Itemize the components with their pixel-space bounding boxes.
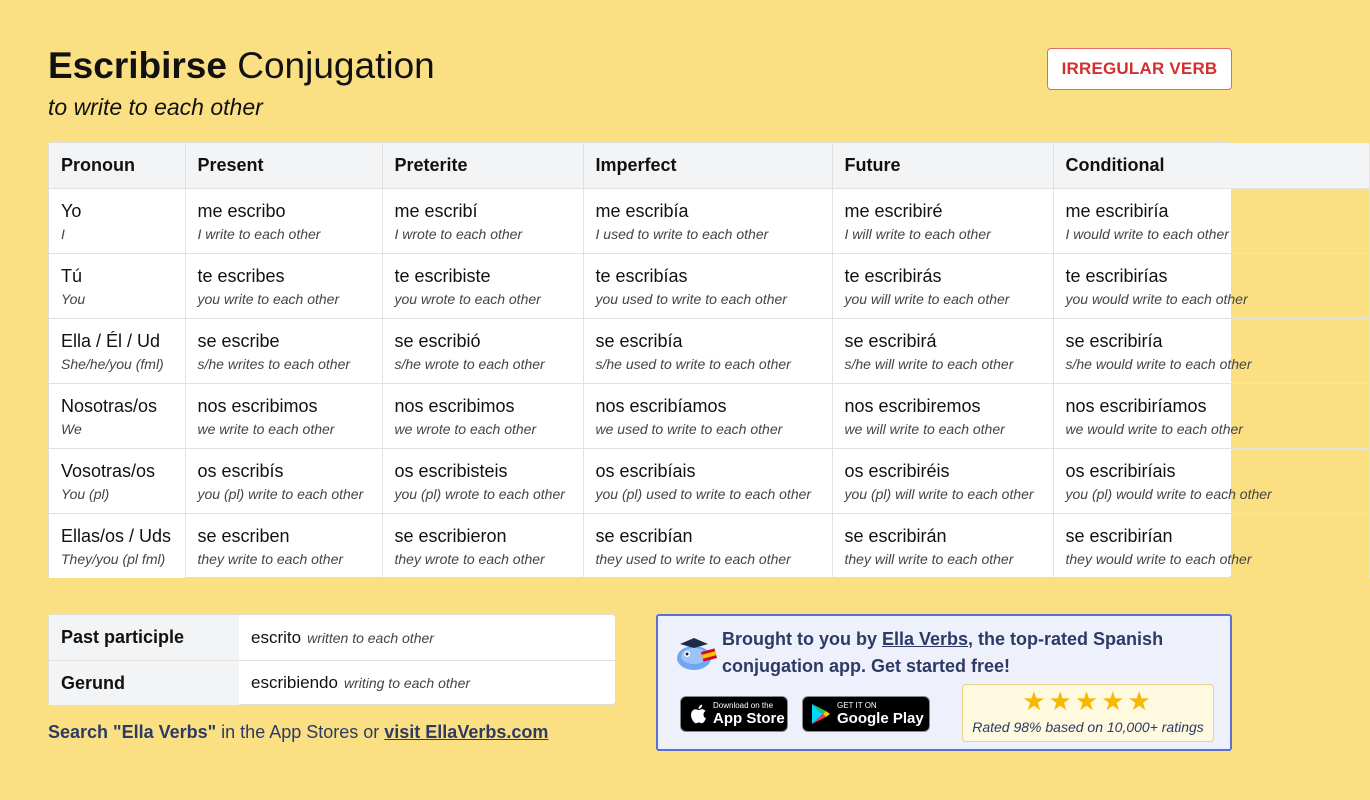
conjugation-cell (382, 513, 583, 578)
form-translation: you write to each other (197, 290, 340, 307)
pronoun-translation: You (61, 290, 86, 307)
google-play-icon (811, 703, 831, 725)
pronoun-translation: You (pl) (61, 485, 110, 502)
conjugated-form: nos escribiremos (844, 395, 981, 416)
google-play-text (837, 701, 924, 727)
past-participle-value: escrito (251, 627, 302, 647)
pronoun: Tú (61, 265, 83, 286)
pronoun: Nosotras/os (61, 395, 158, 416)
form-translation: I would write to each other (1065, 225, 1229, 242)
conjugated-form: os escribiríais (1065, 460, 1176, 481)
table-header-row (49, 143, 1369, 188)
header-preterite: Preterite (382, 143, 583, 188)
table-row (49, 448, 1369, 513)
pronoun-cell (49, 188, 185, 253)
google-play-big-text: Google Play (837, 710, 924, 727)
pronoun-cell (49, 448, 185, 513)
form-translation: you (pl) would write to each other (1065, 485, 1272, 502)
conjugation-cell (1053, 448, 1369, 513)
header-future: Future (832, 143, 1053, 188)
pronoun-cell (49, 383, 185, 448)
participles-table (48, 614, 616, 705)
past-participle-row (49, 615, 615, 660)
form-translation: they used to write to each other (595, 550, 791, 567)
form-translation: s/he wrote to each other (394, 355, 545, 372)
gerund-label: Gerund (49, 661, 239, 705)
conjugation-cell (185, 448, 382, 513)
apple-icon (689, 703, 707, 725)
pronoun-translation: They/you (pl fml) (61, 550, 166, 567)
form-translation: you would write to each other (1065, 290, 1248, 307)
conjugation-cell (583, 513, 832, 578)
conjugated-form: se escribieron (394, 525, 507, 546)
conjugated-form: me escribiré (844, 200, 943, 221)
conjugation-cell (583, 318, 832, 383)
search-prefix: Search (48, 722, 114, 742)
form-translation: we will write to each other (844, 420, 1005, 437)
past-participle-label: Past participle (49, 615, 239, 660)
conjugated-form: se escribirán (844, 525, 947, 546)
conjugation-cell (1053, 383, 1369, 448)
form-translation: we would write to each other (1065, 420, 1243, 437)
ella-verbs-promo (656, 614, 1232, 751)
conjugation-cell (832, 318, 1053, 383)
conjugated-form: os escribíais (595, 460, 696, 481)
ella-verbs-app-icon (674, 632, 718, 676)
conjugation-cell (583, 448, 832, 513)
irregular-verb-badge: IRREGULAR VERB (1047, 48, 1232, 90)
conjugation-table (48, 142, 1272, 578)
form-translation: s/he will write to each other (844, 355, 1014, 372)
app-store-button[interactable] (680, 696, 788, 732)
conjugation-cell (832, 513, 1053, 578)
page-title (48, 44, 435, 88)
conjugation-cell (1053, 253, 1369, 318)
table-row (49, 253, 1369, 318)
form-translation: I wrote to each other (394, 225, 523, 242)
table-row (49, 383, 1369, 448)
conjugation-cell (832, 253, 1053, 318)
search-app-name: "Ella Verbs" (113, 722, 217, 742)
conjugated-form: me escribo (197, 200, 286, 221)
conjugated-form: te escribirías (1065, 265, 1168, 286)
form-translation: they write to each other (197, 550, 344, 567)
app-store-search-hint (48, 722, 548, 743)
pronoun: Vosotras/os (61, 460, 156, 481)
conjugated-form: te escribiste (394, 265, 491, 286)
pronoun-translation: She/he/you (fml) (61, 355, 164, 372)
conjugation-cell (185, 318, 382, 383)
conjugated-form: nos escribimos (394, 395, 515, 416)
conjugation-cell (583, 383, 832, 448)
conjugation-cell (185, 188, 382, 253)
conjugated-form: me escribía (595, 200, 689, 221)
conjugated-form: se escriben (197, 525, 290, 546)
google-play-button[interactable] (802, 696, 930, 732)
form-translation: I used to write to each other (595, 225, 769, 242)
conjugated-form: os escribiréis (844, 460, 950, 481)
conjugated-form: os escribisteis (394, 460, 508, 481)
table-row (49, 188, 1369, 253)
form-translation: you wrote to each other (394, 290, 541, 307)
conjugation-cell (382, 383, 583, 448)
conjugation-cell (1053, 188, 1369, 253)
conjugated-form: se escribía (595, 330, 683, 351)
header-present: Present (185, 143, 382, 188)
form-translation: you will write to each other (844, 290, 1010, 307)
title-verb: Escribirse (48, 45, 227, 86)
promo-text (722, 626, 1212, 680)
form-translation: s/he writes to each other (197, 355, 351, 372)
five-star-rating-icon: ★★★★★ (1022, 686, 1154, 716)
title-rest: Conjugation (237, 45, 435, 86)
form-translation: s/he would write to each other (1065, 355, 1252, 372)
conjugation-cell (382, 448, 583, 513)
conjugation-cell (185, 513, 382, 578)
verb-translation: to write to each other (48, 94, 263, 120)
form-translation: we write to each other (197, 420, 335, 437)
conjugation-cell (583, 188, 832, 253)
google-play-small-text: GET IT ON (837, 701, 877, 710)
conjugation-cell (832, 448, 1053, 513)
pronoun: Yo (61, 200, 82, 221)
conjugation-cell (382, 318, 583, 383)
table-row (49, 318, 1369, 383)
conjugated-form: se escribirían (1065, 525, 1173, 546)
gerund-value-cell (239, 661, 615, 705)
pronoun-translation: We (61, 420, 82, 437)
conjugation-cell (382, 253, 583, 318)
conjugated-form: se escribirá (844, 330, 937, 351)
pronoun-cell (49, 318, 185, 383)
search-middle: in the App Stores or (216, 722, 385, 742)
promo-text-after: , the top-rated Spanish conjugation app. Get started free! (722, 629, 1164, 676)
conjugated-form: me escribiría (1065, 200, 1169, 221)
pronoun-cell (49, 253, 185, 318)
form-translation: we wrote to each other (394, 420, 537, 437)
conjugated-form: se escribían (595, 525, 693, 546)
app-store-small-text: Download on the (713, 701, 774, 710)
rating-box (962, 684, 1214, 742)
conjugated-form: te escribes (197, 265, 285, 286)
gerund-translation: writing to each other (343, 675, 471, 691)
conjugation-cell (185, 253, 382, 318)
conjugated-form: os escribís (197, 460, 284, 481)
page-header (48, 44, 435, 121)
conjugation-cell (382, 188, 583, 253)
pronoun-translation: I (61, 225, 65, 242)
form-translation: I write to each other (197, 225, 321, 242)
form-translation: they wrote to each other (394, 550, 545, 567)
form-translation: you (pl) will write to each other (844, 485, 1034, 502)
gerund-row (49, 660, 615, 705)
app-store-big-text: App Store (713, 710, 785, 727)
form-translation: they will write to each other (844, 550, 1014, 567)
conjugation-cell (185, 383, 382, 448)
conjugation-cell (583, 253, 832, 318)
conjugated-form: nos escribíamos (595, 395, 727, 416)
form-translation: I will write to each other (844, 225, 991, 242)
conjugated-form: nos escribimos (197, 395, 318, 416)
conjugated-form: te escribirás (844, 265, 942, 286)
app-store-text (713, 701, 785, 727)
form-translation: we used to write to each other (595, 420, 783, 437)
past-participle-translation: written to each other (307, 629, 434, 646)
conjugation-cell (832, 188, 1053, 253)
form-translation: s/he used to write to each other (595, 355, 791, 372)
past-participle-value-cell (239, 615, 615, 660)
conjugated-form: nos escribiríamos (1065, 395, 1207, 416)
table-row (49, 513, 1369, 578)
form-translation: you used to write to each other (595, 290, 787, 307)
form-translation: you (pl) wrote to each other (394, 485, 565, 502)
ella-verbs-link[interactable]: Ella Verbs (881, 629, 969, 649)
conjugation-cell (1053, 318, 1369, 383)
ellaverbs-site-link[interactable]: visit EllaVerbs.com (384, 722, 549, 742)
gerund-value: escribiendo (251, 673, 338, 692)
conjugated-form: se escribió (394, 330, 481, 351)
conjugated-form: se escribe (197, 330, 280, 351)
conjugation-cell (832, 383, 1053, 448)
pronoun: Ella / Él / Ud (61, 330, 161, 351)
pronoun: Ellas/os / Uds (61, 525, 172, 546)
conjugated-form: me escribí (394, 200, 478, 221)
form-translation: you (pl) used to write to each other (595, 485, 812, 502)
header-conditional: Conditional (1053, 143, 1369, 188)
pronoun-cell (49, 513, 185, 578)
header-imperfect: Imperfect (583, 143, 832, 188)
form-translation: they would write to each other (1065, 550, 1252, 567)
rating-text: Rated 98% based on 10,000+ ratings (972, 719, 1204, 735)
conjugated-form: se escribiría (1065, 330, 1163, 351)
header-pronoun: Pronoun (49, 143, 185, 188)
form-translation: you (pl) write to each other (197, 485, 364, 502)
conjugation-cell (1053, 513, 1369, 578)
conjugated-form: te escribías (595, 265, 688, 286)
promo-text-before: Brought to you by (722, 629, 882, 649)
